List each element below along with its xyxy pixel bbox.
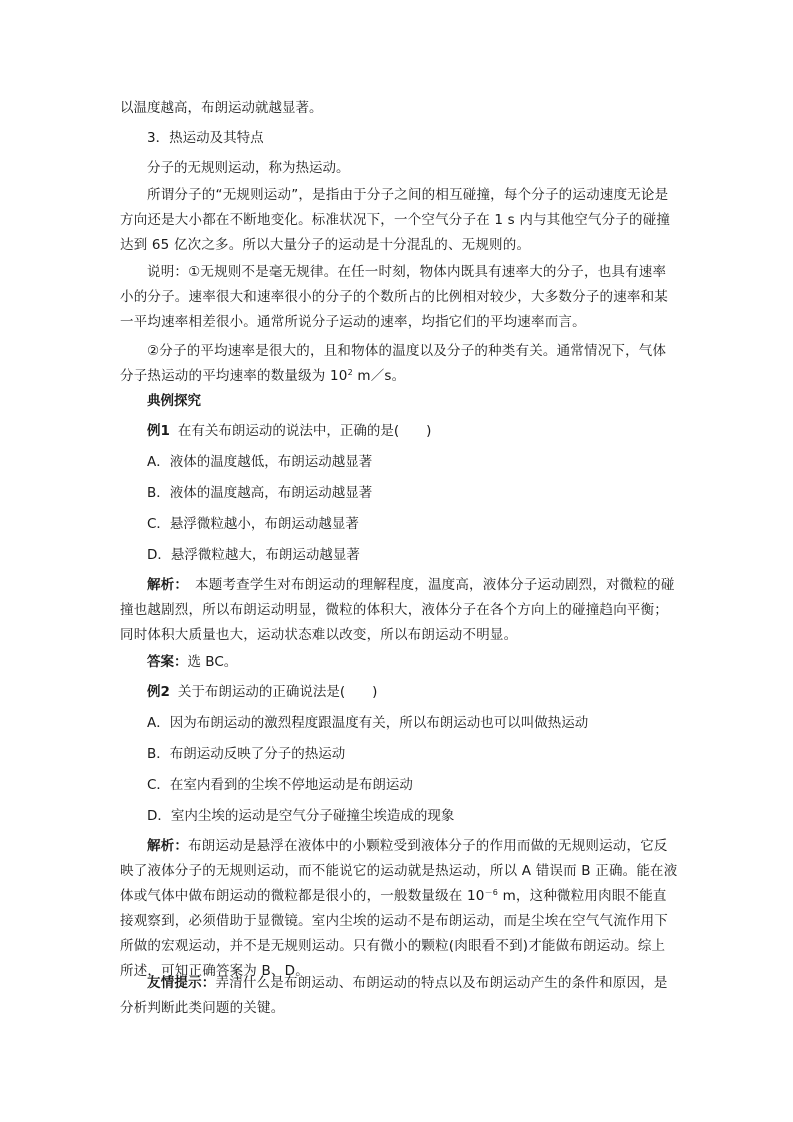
example2-option-c: C．在室内看到的尘埃不停地运动是布朗运动 xyxy=(147,777,413,793)
example2-option-b: B．布朗运动反映了分子的热运动 xyxy=(147,746,346,762)
example1-answer-label: 答案： xyxy=(147,654,188,670)
example2-label: 例2 xyxy=(147,684,170,700)
note2-text: ②分子的平均速率是很大的，且和物体的温度以及分子的种类有关。通常情况下，气体分子热运动的平均速率的数量级为 10 xyxy=(120,343,667,384)
note2-unit: m／s。 xyxy=(352,368,406,384)
example1-option-a: A．液体的温度越低，布朗运动越显著 xyxy=(147,454,373,470)
example1-option-b: B．液体的温度越高，布朗运动越显著 xyxy=(147,485,373,501)
section-heading: 3．热运动及其特点 xyxy=(147,130,264,146)
example2-analysis-rest: m，这种微粒用肉眼不能直接观察到，必须借助于显微镜。室内尘埃的运动不是布朗运动，而是尘埃在空气气流作用下所做的宏观运动，并不是无规则运动。只有微小的颗粒(肉眼看不到)才能做布朗运动。综上所述，可知正确答案为 B、D。 xyxy=(120,888,668,979)
example2-analysis xyxy=(120,834,678,984)
example1-analysis xyxy=(120,573,678,648)
thermal-definition: 分子的无规则运动，称为热运动。 xyxy=(147,160,350,176)
random-motion-paragraph: 所谓分子的“无规则运动”，是指由于分子之间的相互碰撞，每个分子的运动速度无论是方向还是大小都在不断地变化。标准状况下，一个空气分子在 1 s 内与其他空气分子的碰撞达到 65 亿次之多。所以大量分子的运动是十分混乱的、无规则的。 xyxy=(120,187,671,253)
example2-analysis-text: 布朗运动是悬浮在液体中的小颗粒受到液体分子的作用而做的无规则运动，它反映了液体分子的无规则运动，而不能说它的运动就是热运动，所以 A 错误而 B 正确。能在液体或气体中做布朗运动的微粒都是很小的，一般数量级在 10 xyxy=(120,838,678,904)
examples-title: 典例探究 xyxy=(147,393,201,409)
note-paragraph-1: 说明：①无规则不是毫无规律。在任一时刻，物体内既具有速率大的分子，也具有速率小的分子。速率很大和速率很小的分子的个数所占的比例相对较少，大多数分子的速率和某一平均速率相差很小。通常所说分子运动的速率，均指它们的平均速率而言。 xyxy=(120,264,668,330)
continued-line: 以温度越高，布朗运动就越显著。 xyxy=(120,100,323,116)
example2-exponent: －6 xyxy=(484,888,499,897)
example1-option-d: D．悬浮微粒越大，布朗运动越显著 xyxy=(147,547,360,563)
example2-text: 关于布朗运动的正确说法是( ) xyxy=(177,684,378,700)
example1-option-c: C．悬浮微粒越小，布朗运动越显著 xyxy=(147,516,359,532)
note-paragraph-2 xyxy=(120,339,678,389)
example2-question xyxy=(147,682,377,702)
example1-analysis-text: 本题考查学生对布朗运动的理解程度，温度高，液体分子运动剧烈，对微粒的碰撞也越剧烈，所以布朗运动明显，微粒的体积大，液体分子在各个方向上的碰撞趋向平衡；同时体积大质量也大，运动状态难以改变，所以布朗运动不明显。 xyxy=(120,577,675,643)
example1-question xyxy=(147,421,431,441)
friendly-tip-text: 弄清什么是布朗运动、布朗运动的特点以及布朗运动产生的条件和原因，是分析判断此类问题的关键。 xyxy=(120,975,668,1016)
friendly-tip xyxy=(120,971,678,1021)
example2-analysis-label: 解析： xyxy=(147,838,189,854)
friendly-tip-label: 友情提示： xyxy=(147,975,216,991)
example1-answer xyxy=(147,652,237,672)
example1-analysis-label: 解析： xyxy=(147,577,182,593)
note2-exponent: 2 xyxy=(347,368,353,377)
example1-text: 在有关布朗运动的说法中，正确的是( ) xyxy=(177,423,432,439)
example2-option-d: D．室内尘埃的运动是空气分子碰撞尘埃造成的现象 xyxy=(147,808,455,824)
example2-option-a: A．因为布朗运动的激烈程度跟温度有关，所以布朗运动也可以叫做热运动 xyxy=(147,715,589,731)
example1-answer-text: 选 BC。 xyxy=(187,654,238,670)
example1-label: 例1 xyxy=(147,423,170,439)
